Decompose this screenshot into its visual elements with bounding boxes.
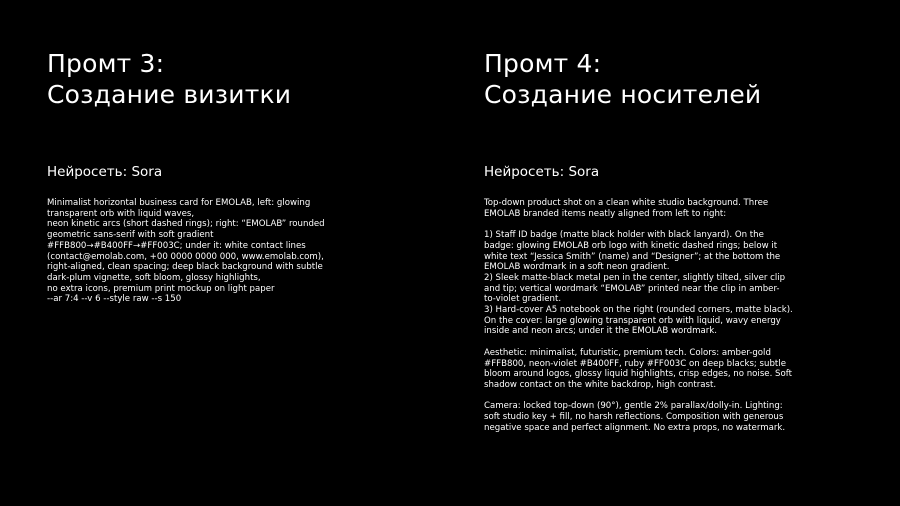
prompt-4-title-topic: Создание носителей [484,80,762,109]
prompt-3-title [47,48,387,110]
prompt-4-network-label: Нейросеть: Sora [484,164,600,180]
prompt-3-title-topic: Создание визитки [47,80,292,109]
prompt-3-title-number: Промт 3: [47,49,165,78]
prompt-3-network-label: Нейросеть: Sora [47,164,163,180]
prompt-4-section [484,48,834,433]
prompt-4-text: Top-down product shot on a clean white studio background. Three EMOLAB branded items neatly aligned from left to right: 1) Staff ID badge (matte black holder with black lanyard). On the badge: glowing EMOLAB orb logo with kinetic dashed rings; below it white text “Jessica Smith” (name) and “Designer”; at the bottom the EMOLAB wordmark in a soft neon gradient. 2) Sleek matte-black metal pen in the center, slightly tilted, silver clip and tip; vertical wordmark “EMOLAB” printed near the clip in amber- to-violet gradient. 3) Hard-cover A5 notebook on the right (rounded corners, matte black). On the cover: large glowing transparent orb with liquid, wavy energy inside and neon arcs; under it the EMOLAB wordmark. Aesthetic: minimalist, futuristic, premium tech. Colors: amber-gold #FFB800, neon-violet #B400FF, ruby #FF003C on deep blacks; subtle bloom around logos, glossy liquid highlights, crisp edges, no noise. Soft shadow contact on the white backdrop, high contrast. Camera: locked top-down (90°), gentle 2% parallax/dolly-in. Lighting: soft studio key + fill, no harsh reflections. Composition with generous negative space and perfect alignment. No extra props, no watermark. [484,198,793,433]
prompt-4-title-number: Промт 4: [484,49,602,78]
prompt-4-title [484,48,834,110]
prompt-3-text: Minimalist horizontal business card for EMOLAB, left: glowing transparent orb with liquid waves, neon kinetic arcs (short dashed rings); right: “EMOLAB” rounded geometric sans-serif with soft gradient #FFB800→#B400FF→#FF003C; under it: white contact lines (contact@emolab.com, +00 0000 0000 000, www.emolab.com), right-aligned, clean spacing; deep black background with subtle dark-plum vignette, soft bloom, glossy highlights, no extra icons, premium print mockup on light paper --ar 7:4 --v 6 --style raw --s 150 [47,198,325,305]
prompt-3-section [47,48,387,305]
